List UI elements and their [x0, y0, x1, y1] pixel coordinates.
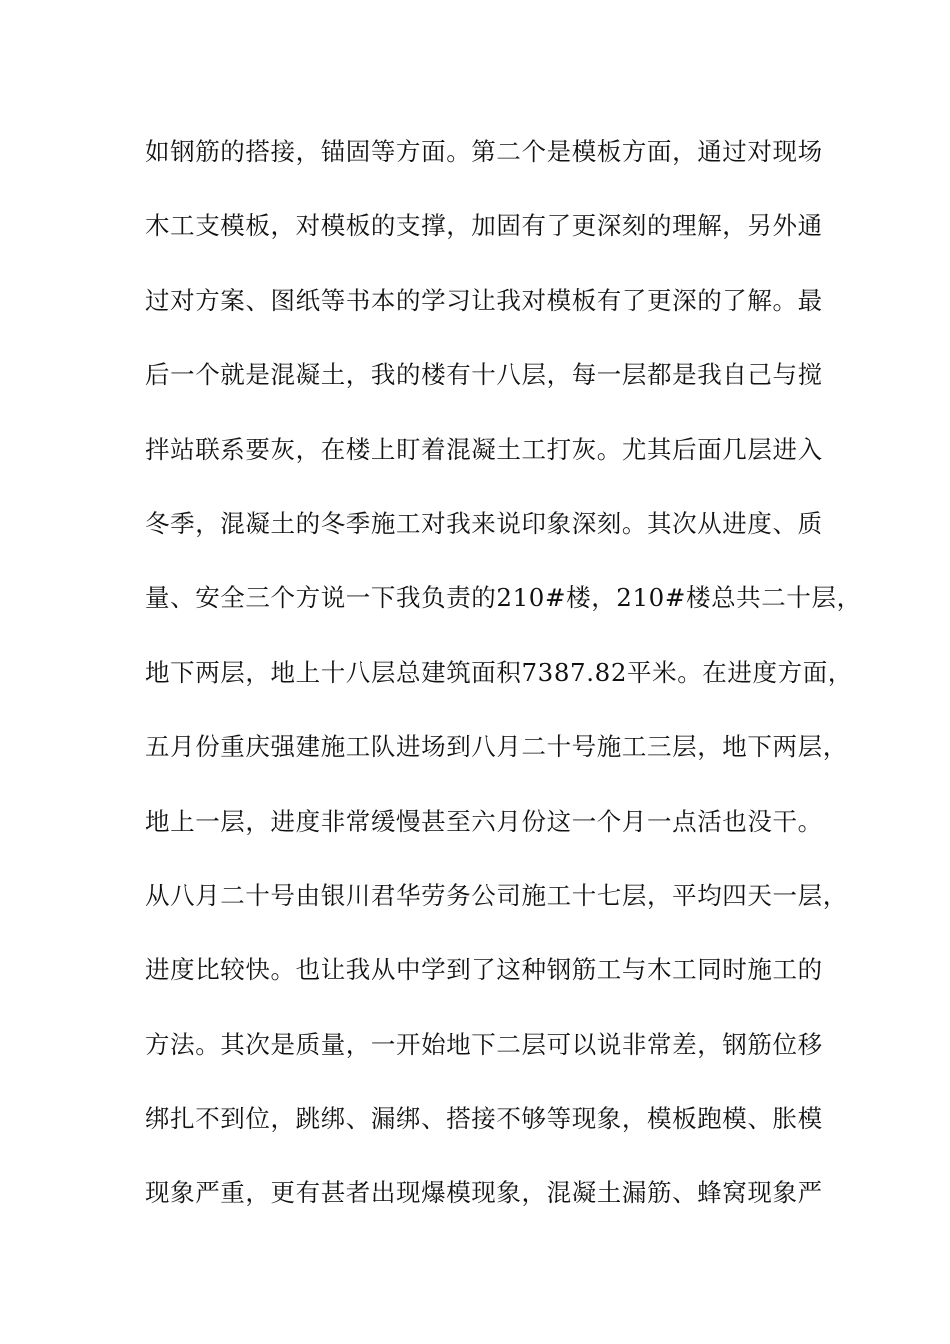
- text-line: 过对方案、图纸等书本的学习让我对模板有了更深的了解。最: [145, 285, 823, 315]
- text-line: 从八月二十号由银川君华劳务公司施工十七层，平均四天一层，: [145, 880, 848, 910]
- text-line: 木工支模板，对模板的支撑，加固有了更深刻的理解，另外通: [145, 211, 823, 241]
- text-line: 方法。其次是质量，一开始地下二层可以说非常差，钢筋位移: [145, 1029, 823, 1059]
- text-line: 进度比较快。也让我从中学到了这种钢筋工与木工同时施工的: [145, 955, 823, 985]
- text-line: 五月份重庆强建施工队进场到八月二十号施工三层，地下两层，: [145, 732, 848, 762]
- text-line: 拌站联系要灰，在楼上盯着混凝土工打灰。尤其后面几层进入: [145, 434, 823, 464]
- body-text: [145, 128, 862, 1244]
- text-line: 绑扎不到位，跳绑、漏绑、搭接不够等现象，模板跑模、胀模: [145, 1104, 823, 1134]
- text-line: 地下两层，地上十八层总建筑面积7387.82平米。在进度方面，: [145, 657, 853, 687]
- text-line: 量、安全三个方说一下我负责的210#楼，210#楼总共二十层，: [145, 583, 862, 613]
- text-line: 冬季，混凝土的冬季施工对我来说印象深刻。其次从进度、质: [145, 508, 823, 538]
- text-line: 如钢筋的搭接，锚固等方面。第二个是模板方面，通过对现场: [145, 137, 823, 166]
- text-line: 地上一层，进度非常缓慢甚至六月份这一个月一点活也没干。: [145, 806, 823, 836]
- text-line: 后一个就是混凝土，我的楼有十八层，每一层都是我自己与搅: [145, 360, 823, 390]
- text-line: 现象严重，更有甚者出现爆模现象，混凝土漏筋、蜂窝现象严: [145, 1178, 823, 1208]
